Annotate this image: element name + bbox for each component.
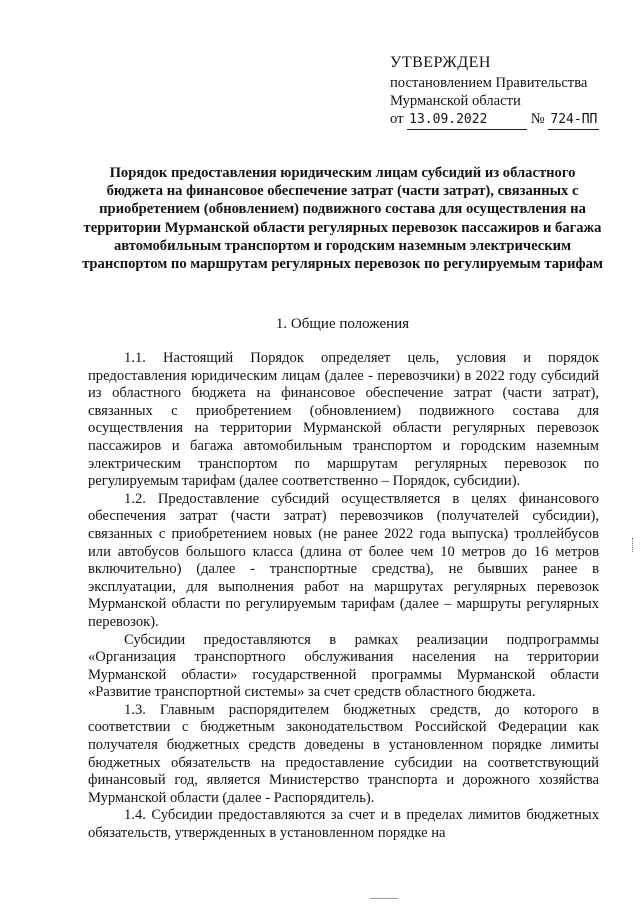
approval-from-label: от [390,111,404,127]
scan-edge-mark [632,538,635,552]
document-body [88,350,599,843]
document-title: Порядок предоставления юридическим лицам субсидий из областного бюджета на финансовое обеспечение затрат (части затрат), связанных с приобретением (обновлением) подвижного состава для осуществления на территории Мурманской области регулярных перевозок пассажиров и багажа автомобильным транспортом и городским наземным электрическим транспортом по маршрутам регулярных перевозок по регулируемым тарифам [82,165,603,273]
paragraph-1-1: 1.1. Настоящий Порядок определяет цель, условия и порядок предоставления юридическим лицам (далее - перевозчики) в 2022 году субсидий из областного бюджета на финансовое обеспечение затрат (части затрат), связанных с приобретением (обновлением) подвижного состава для осуществления на территории Мурманской области регулярных перевозок пассажиров и багажа автомобильным транспортом и городским наземным электрическим транспортом по маршрутам регулярных перевозок по регулируемым тарифам (далее соответственно – Порядок, субсидии). [88,350,599,490]
approval-date: 13.09.2022 [407,111,527,130]
paragraph-subsidies: Субсидии предоставляются в рамках реализации подпрограммы «Организация транспортного обслуживания населения на территории Мурманской области» государственной программы Мурманской области «Развитие транспортной системы» за счет средств областного бюджета. [88,631,599,701]
approval-line-2: Мурманской области [390,93,521,109]
approval-line-1: постановлением Правительства [390,75,588,91]
paragraph-1-2: 1.2. Предоставление субсидий осуществляется в целях финансового обеспечения затрат (части затрат) перевозчиков (получателей субсидии), связанных с приобретением новых (не ранее 2022 года выпуска) троллейбусов или автобусов большого класса (длина от более чем 10 метров до 16 метров включительно) (далее - транспортные средства), не бывших ранее в эксплуатации, для выполнения работ на маршрутах регулярных перевозок Мурманской области по регулируемым тарифам (далее – маршруты регулярных перевозок). [88,490,599,630]
approval-stamp [390,52,630,130]
paragraph-1-3: 1.3. Главным распорядителем бюджетных средств, до которого в соответствии с бюджетным законодательством Российской Федерации как получателя бюджетных средств доведены в установленном порядке лимиты бюджетных обязательств на предоставление субсидии на соответствующий финансовый год, является Министерство транспорта и дорожного хозяйства Мурманской области (далее - Распорядитель). [88,701,599,806]
scan-bottom-mark [370,898,398,899]
approval-number: 724-ПП [548,111,599,130]
approval-word: УТВЕРЖДЕН [390,54,491,71]
paragraph-1-4: 1.4. Субсидии предоставляются за счет и в пределах лимитов бюджетных обязательств, утвержденных в установленном порядке на [88,807,599,842]
approval-date-row [390,110,630,130]
section-heading: 1. Общие положения [275,316,410,332]
approval-number-label: № [530,111,545,127]
